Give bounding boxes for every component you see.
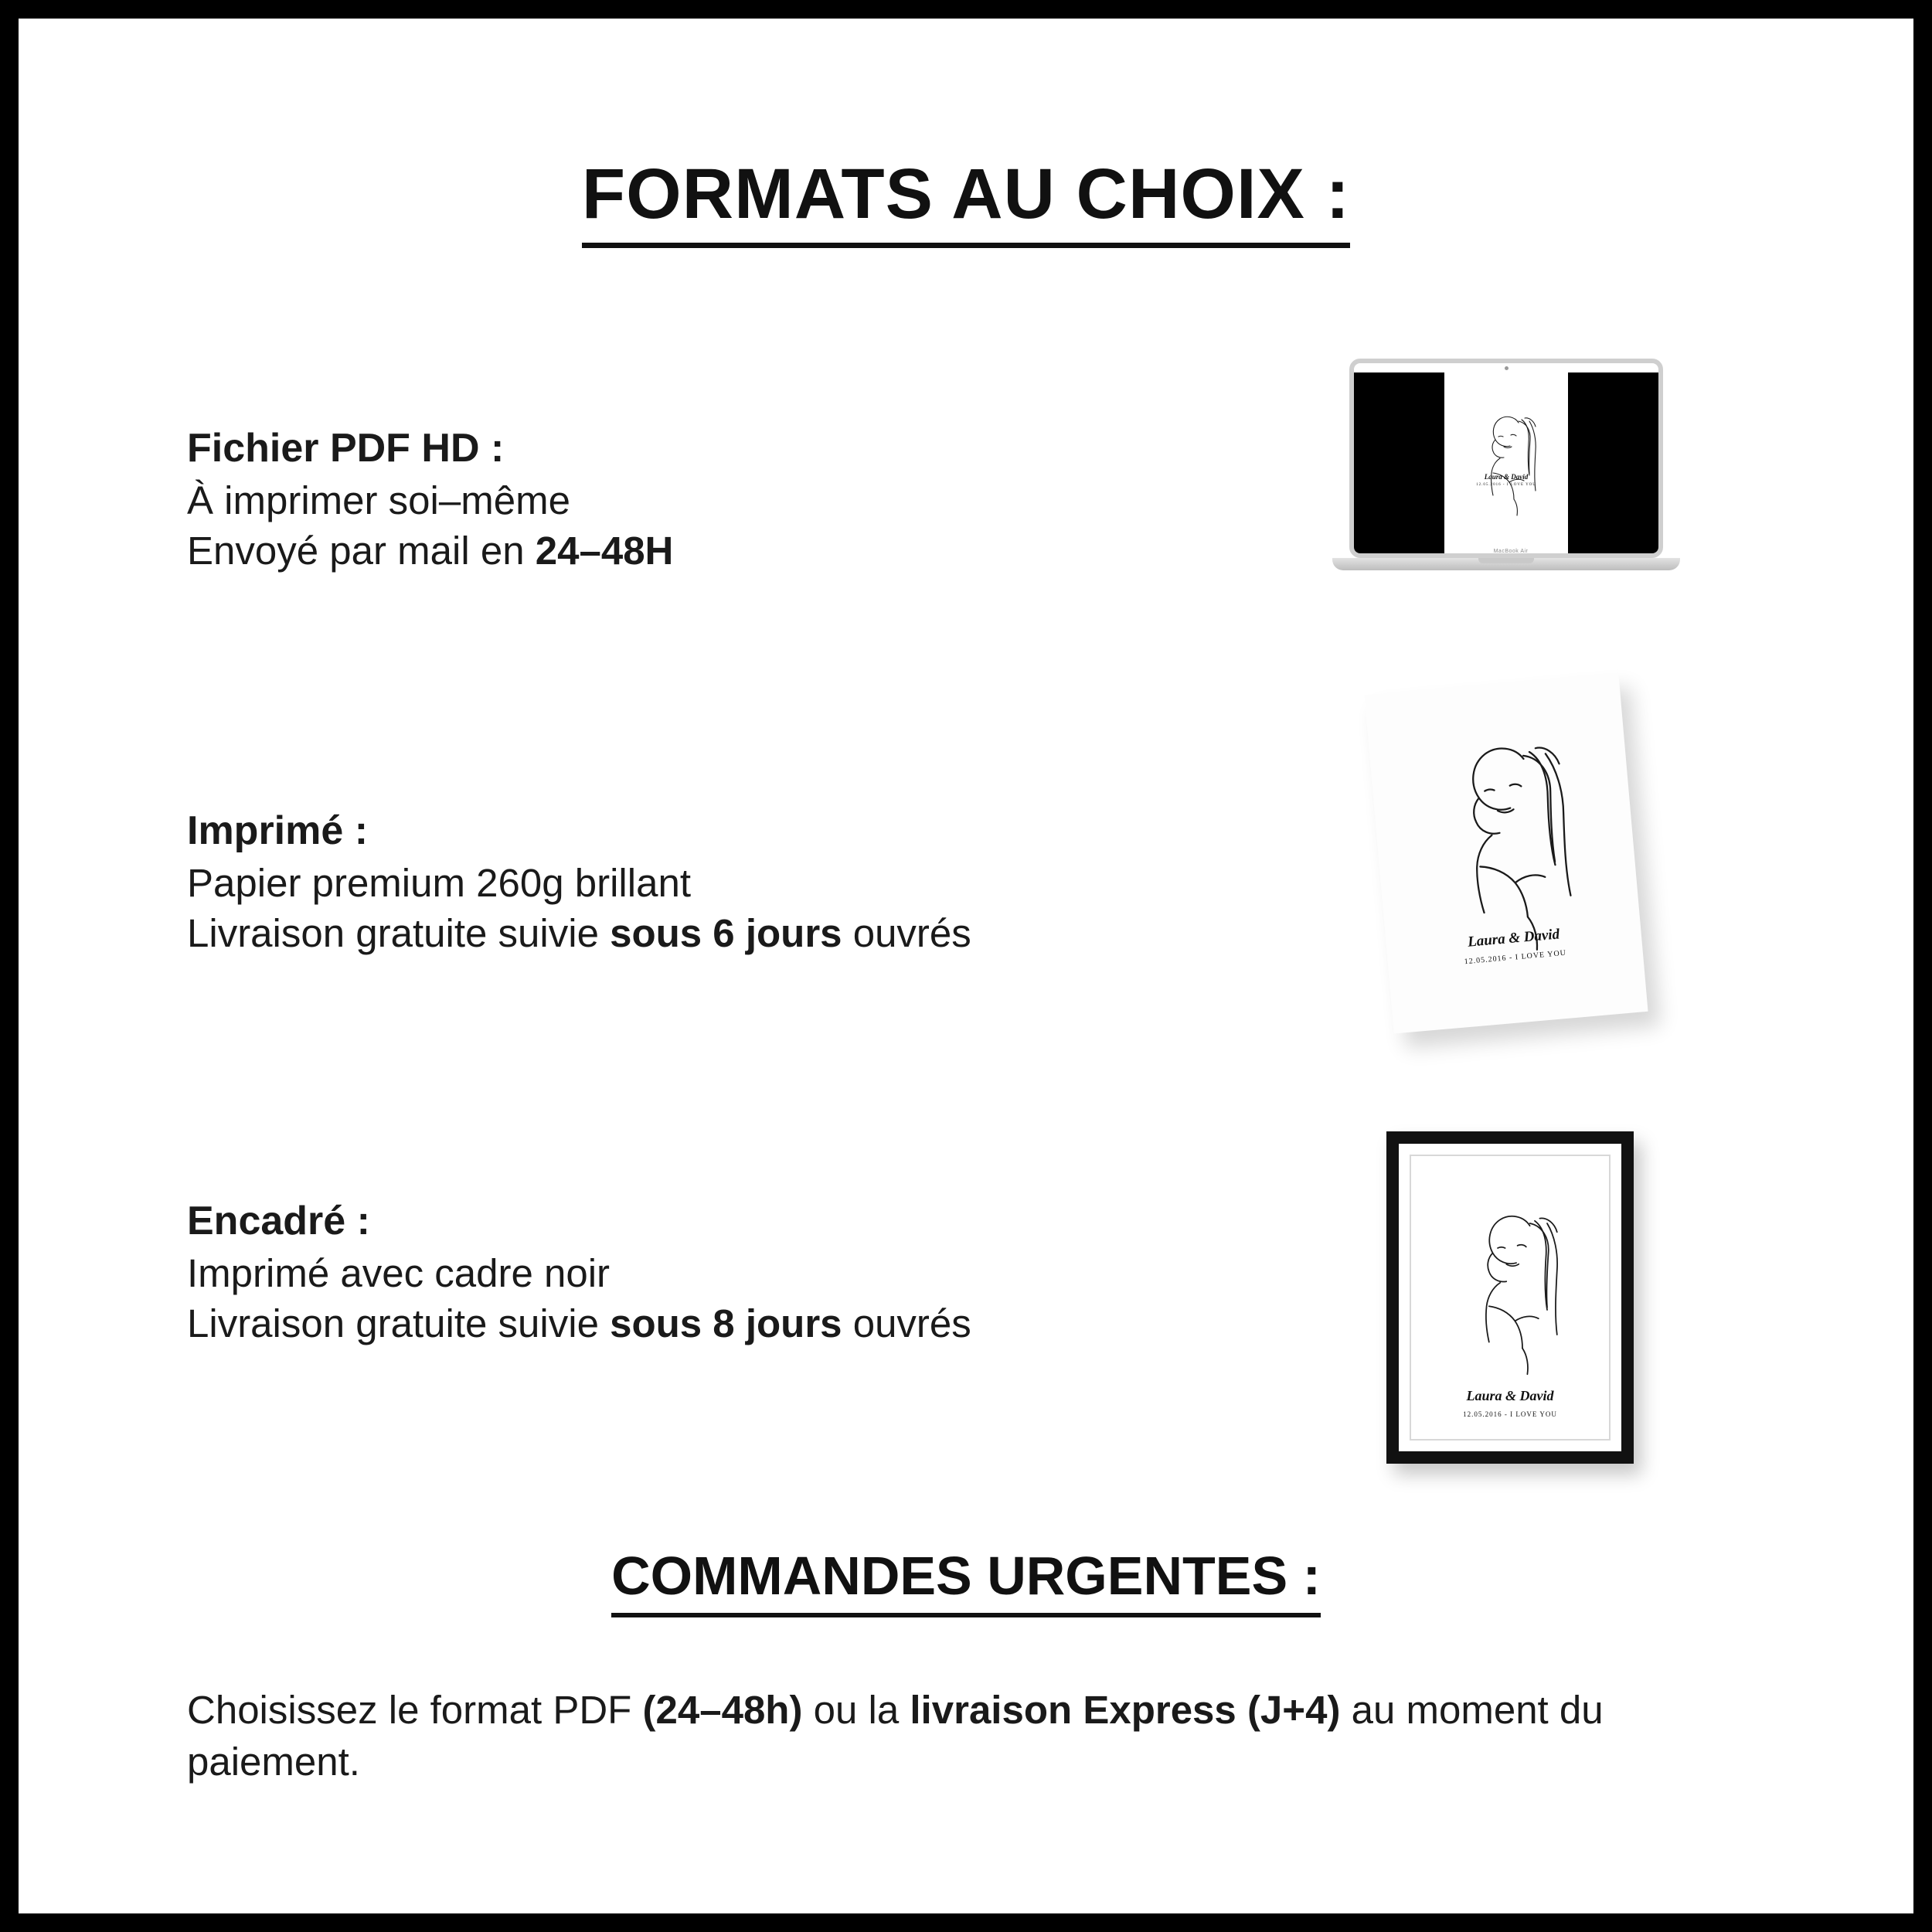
section-framed-line-1: Imprimé avec cadre noir: [187, 1251, 611, 1296]
laptop-screen: [1349, 359, 1663, 558]
urgent-bold-pdf: (24–48h): [642, 1688, 803, 1732]
urgent-prefix: Choisissez le format PDF: [187, 1688, 643, 1732]
urgent-orders-title-text: COMMANDES URGENTES :: [611, 1546, 1321, 1617]
section-pdf-line-2-prefix: Envoyé par mail en: [187, 528, 536, 573]
printed-poster-mockup: [1364, 672, 1648, 1033]
laptop-camera-icon: [1505, 366, 1509, 370]
laptop-mockup: [1332, 359, 1680, 590]
line-art-illustration: [1444, 372, 1568, 558]
artwork-names: Laura & David: [1484, 473, 1529, 481]
artwork-names: Laura & David: [1466, 1388, 1554, 1403]
artwork-date: 12.05.2016 - I LOVE YOU: [1464, 948, 1567, 967]
urgent-bold-express: livraison Express (J+4): [910, 1688, 1341, 1732]
laptop-artwork-caption: [1444, 473, 1568, 487]
section-print-heading: Imprimé :: [187, 808, 369, 853]
section-framed-line-2-bold: sous 8 jours: [610, 1301, 842, 1345]
urgent-middle: ou la: [802, 1688, 910, 1732]
laptop-poster-preview: [1444, 372, 1568, 558]
section-print-line-1: Papier premium 260g brillant: [187, 861, 691, 906]
page-title-text: FORMATS AU CHOIX :: [582, 155, 1350, 248]
laptop-screen-content: [1354, 372, 1658, 558]
framed-poster-mockup: [1386, 1131, 1634, 1464]
framed-artwork-caption: [1411, 1388, 1609, 1418]
section-framed-line-2-prefix: Livraison gratuite suivie: [187, 1301, 611, 1345]
section-print: [187, 807, 1284, 958]
line-art-illustration: [1364, 672, 1648, 1033]
section-print-line-2-suffix: ouvrés: [842, 910, 971, 955]
page-title: [19, 154, 1913, 235]
laptop-brand-label: MacBook Air: [1493, 549, 1529, 554]
artwork-date: 12.05.2016 - I LOVE YOU: [1463, 1410, 1557, 1418]
section-pdf-line-1: À imprimer soi–même: [187, 478, 570, 523]
laptop-notch: [1478, 558, 1534, 563]
section-framed: [187, 1197, 1284, 1349]
section-pdf-line-2: [187, 526, 1284, 576]
section-pdf: [187, 424, 1284, 576]
section-framed-line-2: [187, 1299, 1284, 1349]
artwork-date: 12.05.2016 - I LOVE YOU: [1476, 483, 1536, 487]
section-print-line-2: [187, 909, 1284, 958]
urgent-orders-title: [19, 1545, 1913, 1607]
section-pdf-line-2-bold: 24–48H: [535, 528, 674, 573]
section-framed-line-2-suffix: ouvrés: [842, 1301, 971, 1345]
frame-mat: [1410, 1155, 1611, 1440]
urgent-suffix: au moment du paiement.: [187, 1688, 1604, 1784]
section-framed-heading: Encadré :: [187, 1199, 370, 1243]
poster-page: [19, 19, 1913, 1913]
section-pdf-heading: Fichier PDF HD :: [187, 426, 505, 471]
section-print-line-2-bold: sous 6 jours: [610, 910, 842, 955]
urgent-orders-paragraph: [187, 1684, 1771, 1788]
artwork-names: Laura & David: [1467, 926, 1560, 951]
section-print-line-2-prefix: Livraison gratuite suivie: [187, 910, 611, 955]
